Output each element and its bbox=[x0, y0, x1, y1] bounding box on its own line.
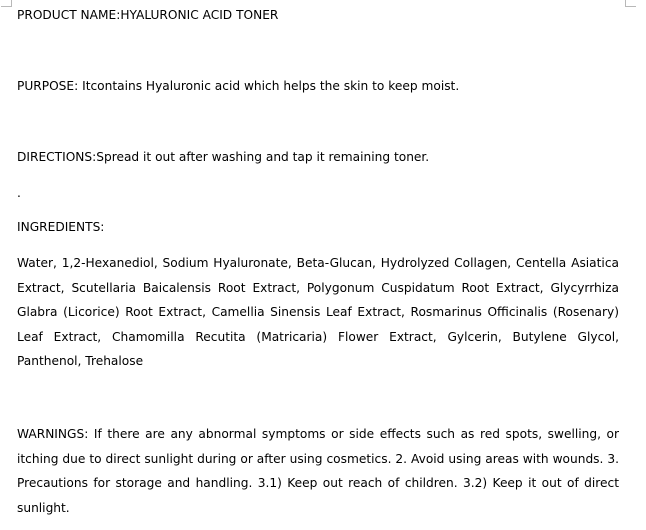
ingredients-heading: INGREDIENTS: bbox=[17, 220, 105, 234]
page-corner-mark-right bbox=[625, 0, 636, 7]
directions-line: DIRECTIONS:Spread it out after washing and tap it remaining toner. bbox=[17, 150, 430, 164]
warnings-paragraph: WARNINGS: If there are any abnormal symptoms or side effects such as red spots, swelling, or itching due to direct sunlight during or after using cosmetics. 2. Avoid using areas with wounds. 3. Precautions for storage and handling. 3.1) Keep out reach of children. 3.2) Keep it out of direct sunlight. bbox=[17, 427, 619, 515]
product-name-line: PRODUCT NAME:HYALURONIC ACID TONER bbox=[17, 8, 279, 22]
purpose-line: PURPOSE: Itcontains Hyaluronic acid which helps the skin to keep moist. bbox=[17, 79, 460, 93]
page-corner-mark-left bbox=[1, 0, 12, 7]
ingredients-paragraph: Water, 1,2-Hexanediol, Sodium Hyaluronate, Beta-Glucan, Hydrolyzed Collagen, Centella Asiatica Extract, Scutellaria Baicalensis Root Extract, Polygonum Cuspidatum Root Extract, Glycyrrhiza Glabra (Licorice) Root Extract, Camellia Sinensis Leaf Extract, Rosmarinus Officinalis (Rosenary) Leaf Extract, Chamomilla Recutita (Matricaria) Flower Extract, Gylcerin, Butylene Glycol, Panthenol, Trehalose bbox=[17, 256, 619, 369]
stray-dot: . bbox=[17, 186, 21, 200]
